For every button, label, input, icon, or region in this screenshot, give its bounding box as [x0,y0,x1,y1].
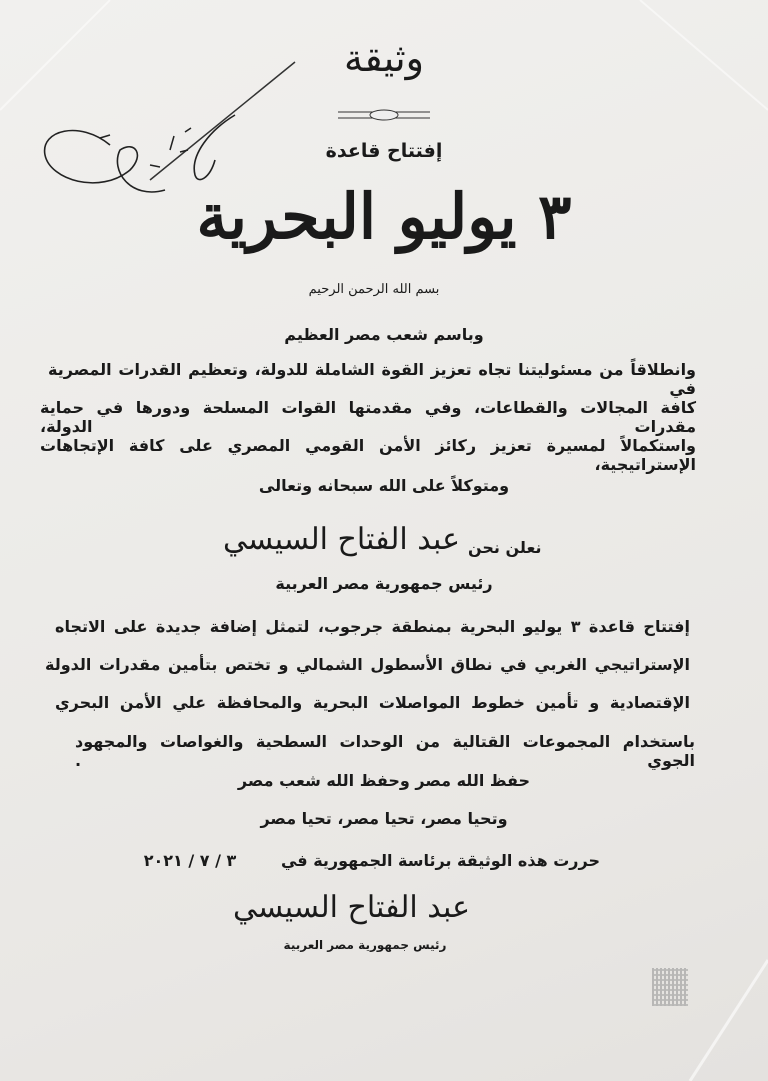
base-name-title: ٣ يوليو البحرية [196,180,572,253]
body-line-2: الإستراتيجي الغربي في نطاق الأسطول الشمالي و تختص بتأمين مقدرات الدولة [45,655,690,674]
declaration-name: عبد الفتاح السيسي [222,522,460,557]
ornament-divider [338,108,430,122]
signature-title: رئيس جمهورية مصر العربية [283,938,447,952]
body-line-4: باستخدام المجموعات القتالية من الوحدات السطحية والغواصات والمجهود الجوي . [75,732,695,770]
declaration-prefix: نعلن نحن [468,538,542,557]
declaration-title: رئيس جمهورية مصر العربية [275,574,493,593]
opening-label: إفتتاح قاعدة [325,140,443,162]
qr-code [652,968,688,1006]
signature-name: عبد الفتاح السيسي [232,890,470,925]
intro-line-3: كافة المجالات والقطاعات، وفي مقدمتها القوات المسلحة ودورها في حماية مقدرات الدولة، [40,398,696,436]
body-line-1: إفتتاح قاعدة ٣ يوليو البحرية بمنطقة جرجوب، لتمثل إضافة جديدة على الاتجاه [55,617,690,636]
intro-line-5: ومتوكلاً على الله سبحانه وتعالى [258,476,510,495]
body-line-3: الإقتصادية و تأمين خطوط المواصلات البحرية والمحافظة علي الأمن البحري [55,693,690,712]
body-line-6: وتحيا مصر، تحيا مصر، تحيا مصر [260,809,508,828]
intro-line-2: وانطلاقاً من مسئوليتنا تجاه تعزيز القوة الشاملة للدولة، وتعظيم القدرات المصرية في [48,360,696,398]
document-label: وثيقة [344,36,424,80]
basmala: بسم الله الرحمن الرحيم [308,282,440,297]
issued-text: حررت هذه الوثيقة برئاسة الجمهورية في [280,851,600,870]
issue-date: ٣ / ٧ / ٢٠٢١ [143,851,237,870]
intro-line-4: واستكمالاً لمسيرة تعزيز ركائز الأمن القومي المصري على كافة الإتجاهات الإستراتيجية، [40,436,696,474]
body-line-5: حفظ الله مصر وحفظ الله شعب مصر [237,771,531,790]
intro-line-1: وباسم شعب مصر العظيم [284,325,484,344]
